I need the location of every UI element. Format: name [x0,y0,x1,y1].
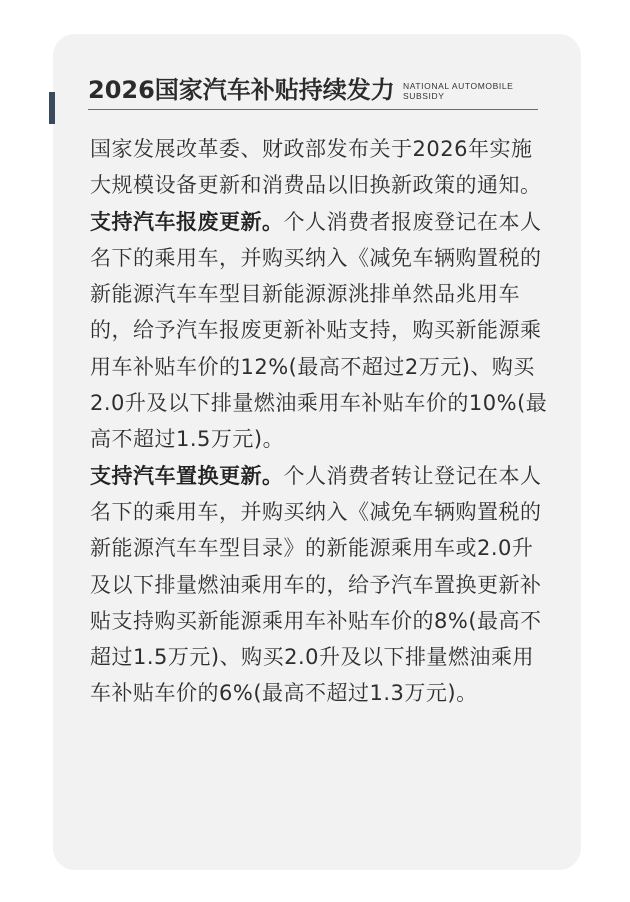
section-header [88,73,538,110]
paragraph-text: 个人消费者报废登记在本人名下的乘用车，并购买纳入《减免车辆购置税的新能源汽车车型目新能源源洮排单然品兆用车的，给予汽车报废更新补贴支持，购买新能源乘用车补贴车价的12%(最高不超过2万元)、购买2.0升及以下排量燃油乘用车补贴车价的10%(最高不超过1.5万元)。 [90,209,548,452]
paragraph-intro [90,131,548,204]
paragraph-text: 个人消费者转让登记在本人名下的乘用车，并购买纳入《减免车辆购置税的新能源汽车车型目录》的新能源乘用车或2.0升及以下排量燃油乘用车的，给予汽车置换更新补贴支持购买新能源乘用车补贴车价的8%(最高不超过1.5万元)、购买2.0升及以下排量燃油乘用车补贴车价的6%(最高不超过1.3万元)。 [90,463,542,706]
paragraph-replacement-update [90,458,548,712]
paragraph-lead: 支持汽车报废更新。 [90,209,284,234]
article-body [90,131,548,712]
paragraph-lead: 支持汽车置换更新。 [90,463,284,488]
accent-bar [49,92,55,124]
page-title: 2026国家汽车补贴持续发力 [88,76,395,104]
paragraph-scrap-update [90,204,548,458]
paragraph-text: 国家发展改革委、财政部发布关于2026年实施大规模设备更新和消费品以旧换新政策的通知。 [90,137,542,198]
page-subtitle: NATIONAL AUTOMOBILE SUBSIDY [403,81,514,101]
